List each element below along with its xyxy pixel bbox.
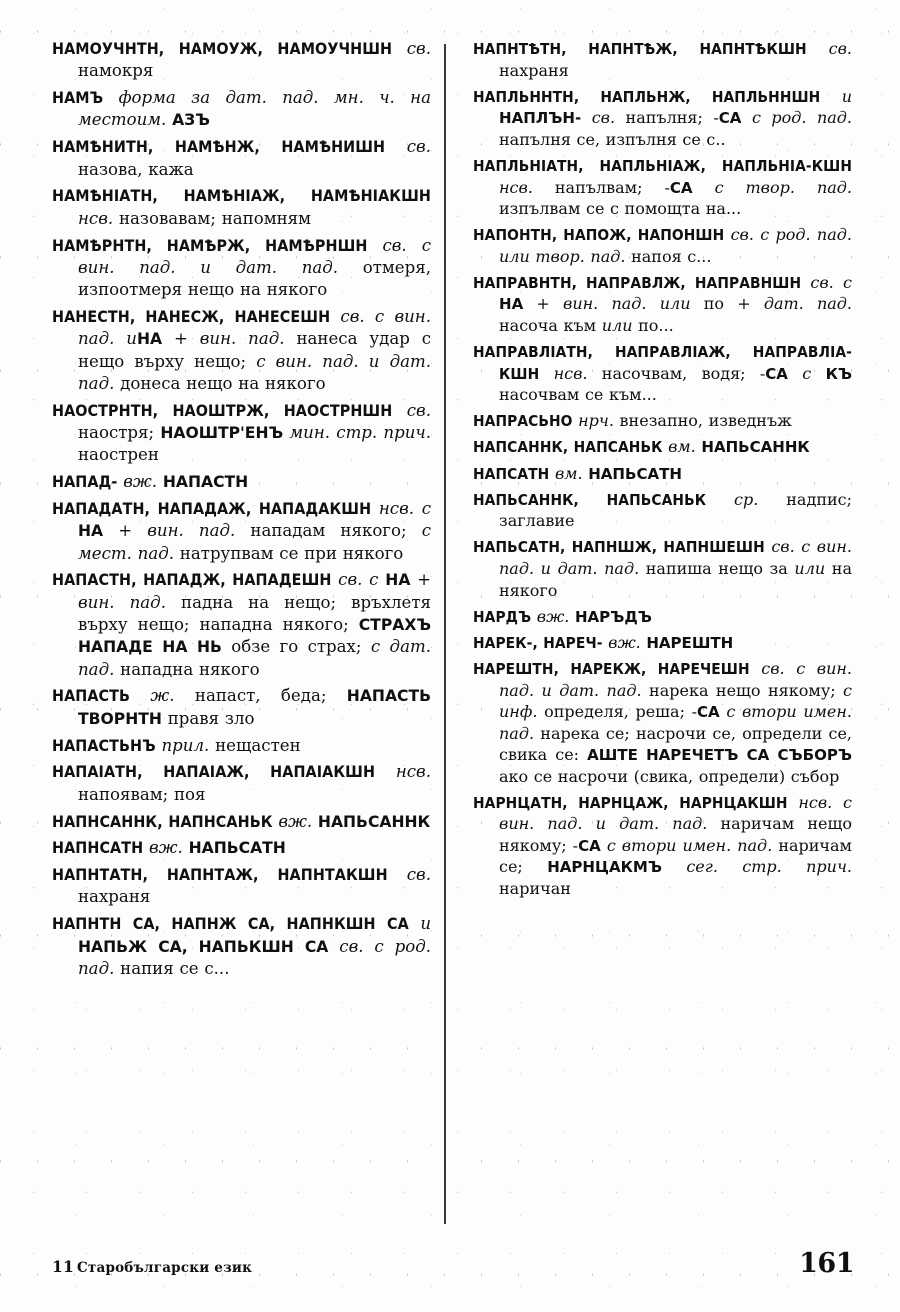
- entry-ocs-citation: НАПЬЖ СА, НАПЬКШН СА: [78, 937, 329, 956]
- dictionary-entry[interactable]: [473, 224, 852, 267]
- dictionary-entry[interactable]: [473, 155, 852, 220]
- entry-grammar-abbrev: с дат. пад.: [78, 637, 431, 679]
- entry-gloss-text: отмеря, изпоотмеря нещо на някого: [78, 257, 431, 300]
- entry-grammar-abbrev: вм.: [554, 463, 583, 483]
- entry-gloss-text: нападна някого: [114, 659, 260, 679]
- right-column: [445, 38, 852, 1213]
- entry-ocs-crossref: НАПАСТН: [162, 473, 249, 492]
- entry-grammar-abbrev: с втори имен. пад.: [499, 702, 852, 743]
- left-column: [52, 38, 445, 1213]
- signature-line: [52, 1257, 252, 1276]
- entry-gloss-text: ако се насрочи (свика, определи) събор: [499, 766, 840, 786]
- entry-grammar-abbrev: и: [420, 914, 431, 934]
- dictionary-entry[interactable]: [473, 792, 852, 900]
- entry-gloss-text: назова, кажа: [78, 159, 194, 179]
- entry-gloss-text: намокря: [78, 61, 154, 81]
- entry-grammar-abbrev: св. с вин. пад. и: [78, 306, 431, 349]
- entry-ocs-citation: СА: [697, 703, 720, 722]
- entry-gloss-text: насоча към: [499, 315, 602, 335]
- entry-headword: НАПАСТН, НАПАДЖ, НАПАДЕШН: [52, 570, 332, 590]
- entry-ocs-citation: КЪ: [825, 364, 852, 383]
- entry-ocs-citation: СА: [765, 364, 788, 383]
- entry-grammar-abbrev: вж.: [536, 606, 570, 626]
- dictionary-entry[interactable]: [52, 235, 431, 302]
- entry-grammar-abbrev: св.: [591, 108, 616, 128]
- entry-grammar-abbrev: нсв. с: [378, 498, 431, 518]
- entry-ocs-citation: СА: [718, 109, 742, 128]
- entry-gloss-text: [581, 108, 591, 127]
- entry-gloss-text: напълня се, изпълня се с..: [499, 129, 726, 149]
- entry-grammar-abbrev: прил.: [161, 735, 210, 755]
- entry-gloss-text: нападам някого;: [235, 521, 422, 541]
- entry-gloss-text: [693, 178, 715, 197]
- entry-gloss-text: напаст, беда;: [174, 686, 347, 706]
- entry-grammar-abbrev: нсв. с вин. пад. и дат. пад.: [499, 792, 852, 834]
- dictionary-entry[interactable]: [52, 569, 431, 681]
- entry-grammar-abbrev: св. с вин. пад. и дат. пад.: [499, 537, 852, 579]
- page-footer: [52, 1248, 854, 1282]
- entry-ocs-citation: НА: [136, 330, 163, 349]
- entry-grammar-abbrev: вж.: [149, 838, 183, 858]
- entry-headword: НАПАСТЬ: [52, 686, 131, 706]
- entry-grammar-abbrev: вин. пад. или: [563, 294, 691, 314]
- two-column-body: [52, 38, 852, 1213]
- entry-headword: НАПАСТЬНЪ: [52, 735, 156, 755]
- entry-headword: НАПНСАННК, НАПНСАНЬК: [52, 811, 273, 831]
- entry-headword: НАМѢРНТН, НАМѢРЖ, НАМѢРНШН: [52, 235, 368, 255]
- entry-grammar-abbrev: с втори имен. пад.: [606, 835, 773, 855]
- entry-ocs-citation: НАОШТР'ЕНЪ: [160, 424, 284, 442]
- entry-gloss-text: напълвам; -: [532, 177, 670, 197]
- entry-gloss-text: [811, 364, 825, 383]
- dictionary-entry[interactable]: [52, 400, 431, 467]
- entry-ocs-citation: НАПАСТЬ ТВОРНТН: [78, 687, 431, 728]
- entry-headword: НАРДЪ: [473, 607, 532, 626]
- entry-gloss-text: наричам нещо някому; -: [499, 814, 853, 855]
- entry-grammar-abbrev: вж.: [123, 472, 158, 492]
- entry-ocs-citation: НАПЛЪН-: [499, 109, 582, 128]
- dictionary-entry[interactable]: [52, 864, 431, 909]
- entry-grammar-abbrev: св. с род. пад.: [78, 936, 431, 978]
- entry-grammar-abbrev: нрч.: [578, 411, 614, 431]
- entry-gloss-text: напиша нещо за: [639, 559, 795, 579]
- entry-headword: НАПРАСЬНО: [473, 412, 573, 431]
- entry-gloss-text: +: [103, 521, 148, 541]
- entry-headword: НАРЕШТН, НАРЕКЖ, НАРЕЧЕШН: [473, 659, 750, 678]
- entry-gloss-text: по +: [690, 294, 764, 314]
- entry-grammar-abbrev: ср.: [734, 489, 759, 509]
- page-number: 161: [799, 1248, 854, 1279]
- entry-grammar-abbrev: ж.: [150, 686, 175, 706]
- entry-grammar-abbrev: вин. пад.: [78, 592, 166, 612]
- entry-gloss-text: нарека се; насрочи се, определи се, свика се:: [499, 723, 852, 765]
- entry-gloss-text: насочвам, водя; -: [587, 363, 766, 383]
- entry-gloss-text: назовавам; напомням: [118, 208, 312, 228]
- entry-ocs-crossref: НАПЬСАННК: [701, 438, 810, 457]
- entry-ocs-citation: АШТЕ НАРЕЧЕТЪ СА СЪБОРЪ: [587, 746, 852, 765]
- entry-ocs-citation: СА: [669, 178, 693, 197]
- entry-grammar-abbrev: с твор. пад.: [714, 177, 853, 197]
- entry-gloss-text: наостря;: [78, 423, 161, 442]
- dictionary-entry[interactable]: [473, 410, 852, 432]
- entry-headword: НАПНТАТН, НАПНТАЖ, НАПНТАКШН: [52, 865, 388, 885]
- entry-grammar-abbrev: нсв.: [553, 363, 588, 383]
- entry-headword: НАПНТН СА, НАПНЖ СА, НАПНКШН СА: [52, 914, 409, 934]
- entry-headword: НАПНСАТН: [52, 838, 144, 858]
- entry-grammar-abbrev: с вин. пад. и дат. пад.: [78, 351, 432, 393]
- entry-grammar-abbrev: с мест. пад.: [78, 521, 431, 563]
- entry-gloss-text: +: [162, 329, 200, 349]
- entry-grammar-abbrev: вм.: [668, 437, 696, 457]
- entry-grammar-abbrev: св. с вин. пад. и дат. пад.: [78, 235, 432, 277]
- entry-grammar-abbrev: св.: [828, 39, 852, 58]
- entry-ocs-citation: СА: [578, 836, 601, 855]
- dictionary-entry[interactable]: [473, 38, 852, 81]
- entry-grammar-abbrev: вж.: [278, 811, 313, 831]
- dictionary-entry[interactable]: [473, 606, 852, 628]
- dictionary-entry[interactable]: [52, 136, 431, 181]
- dictionary-entry[interactable]: [52, 837, 431, 859]
- entry-headword: НАПАДАТН, НАПАДАЖ, НАПАДАКШН: [52, 498, 372, 518]
- entry-headword: НАОСТРНТН, НАОШТРЖ, НАОСТРНШН: [52, 400, 393, 420]
- entry-gloss-text: наострен: [78, 445, 159, 465]
- entry-grammar-abbrev: с инф.: [499, 680, 853, 722]
- dictionary-entry[interactable]: [52, 306, 431, 395]
- entry-ocs-crossref: НАПЬСАТН: [188, 839, 286, 858]
- signature-number: 11: [52, 1257, 74, 1276]
- entry-headword: НАПЬСАТН, НАПНШЖ, НАПНШЕШН: [473, 538, 765, 557]
- entry-ocs-crossref: НАПЬСАТН: [588, 464, 682, 483]
- entry-ocs-citation: НА: [499, 295, 524, 314]
- entry-grammar-abbrev: и: [841, 86, 852, 106]
- dictionary-entry[interactable]: [473, 632, 852, 654]
- dictionary-entry[interactable]: [52, 913, 431, 980]
- entry-headword: НАНЕСТН, НАНЕСЖ, НАНЕСЕШН: [52, 306, 331, 326]
- entry-grammar-abbrev: мин. стр. прич.: [289, 423, 432, 442]
- dictionary-entry[interactable]: [52, 498, 431, 565]
- entry-headword: НАРНЦАТН, НАРНЦАЖ, НАРНЦАКШН: [473, 793, 788, 812]
- entry-gloss-text: нанеса удар с нещо върху нещо;: [78, 329, 432, 371]
- entry-gloss-text: на някого: [499, 559, 852, 600]
- entry-grammar-abbrev: вж.: [608, 632, 641, 652]
- dictionary-entry[interactable]: [473, 86, 852, 151]
- entry-gloss-text: нахраня: [499, 60, 569, 80]
- dictionary-entry[interactable]: [52, 87, 431, 132]
- entry-headword: НАПАІАТН, НАПАІАЖ, НАПАІАКШН: [52, 762, 376, 782]
- dictionary-entry[interactable]: [473, 536, 852, 601]
- entry-grammar-abbrev: нсв.: [499, 177, 533, 197]
- entry-gloss-text: нарека нещо някому;: [641, 680, 844, 700]
- entry-grammar-abbrev: вин. пад.: [199, 329, 285, 349]
- entry-headword: НАПОНТН, НАПОЖ, НАПОНШН: [473, 226, 725, 245]
- dictionary-entry[interactable]: [473, 341, 852, 406]
- entry-gloss-text: +: [523, 294, 564, 314]
- entry-grammar-abbrev: св. с вин. пад. и дат. пад.: [499, 658, 853, 700]
- entry-gloss-text: наричан: [499, 878, 571, 898]
- entry-gloss-text: напия се с...: [114, 958, 230, 978]
- entry-gloss-text: наричам се;: [499, 835, 852, 877]
- entry-ocs-citation: НА: [78, 522, 104, 541]
- dictionary-entry[interactable]: [52, 735, 431, 757]
- dictionary-entry[interactable]: [52, 471, 431, 493]
- dictionary-entry[interactable]: [52, 811, 431, 833]
- entry-gloss-text: +: [410, 570, 431, 590]
- dictionary-entry[interactable]: [52, 761, 431, 806]
- entry-gloss-text: изпълвам се с помощта на...: [499, 199, 742, 219]
- entry-headword: НАПРАВНТН, НАПРАВЛЖ, НАПРАВНШН: [473, 273, 802, 292]
- entry-gloss-text: [741, 108, 751, 127]
- entry-headword: НАПЛЬННТН, НАПЛЬНЖ, НАПЛЬННШН: [473, 87, 821, 106]
- entry-headword: НАМѢНИТН, НАМѢНЖ, НАМѢНИШН: [52, 137, 386, 157]
- entry-headword: НАПЬСАННК, НАПЬСАНЬК: [473, 490, 707, 509]
- entry-grammar-abbrev: св.: [406, 137, 431, 157]
- entry-grammar-abbrev: или: [601, 315, 633, 335]
- entry-headword: НАМѢНІАТН, НАМѢНІАЖ, НАМѢНІАКШН: [52, 186, 431, 206]
- entry-gloss-text: по...: [632, 315, 674, 335]
- entry-gloss-text: донеса нещо на някого: [114, 373, 326, 393]
- entry-gloss-text: напоявам; поя: [78, 784, 206, 804]
- entry-grammar-abbrev: с род. пад.: [751, 108, 853, 128]
- dictionary-entry[interactable]: [52, 685, 431, 730]
- entry-grammar-abbrev: св.: [406, 39, 431, 58]
- entry-gloss-text: правя зло: [161, 708, 255, 728]
- entry-grammar-abbrev: св.: [406, 400, 431, 420]
- entry-ocs-citation: НАРНЦАКМЪ: [547, 858, 662, 877]
- entry-headword: НАПСАННК, НАПСАНЬК: [473, 438, 663, 457]
- entry-gloss-text: определя, реша; -: [537, 702, 698, 722]
- entry-gloss-text: [328, 937, 339, 956]
- dictionary-entry[interactable]: [52, 38, 431, 83]
- entry-grammar-abbrev: или: [794, 559, 826, 579]
- entry-gloss-text: внезапно, изведнъж: [619, 411, 792, 431]
- entry-ocs-citation: СТРАХЪ НАПАДЕ НА НЬ: [78, 616, 431, 657]
- entry-headword: НАМОУЧНТН, НАМОУЖ, НАМОУЧНШН: [52, 39, 393, 58]
- entry-ocs-crossref: АЗЪ: [172, 111, 210, 130]
- entry-grammar-abbrev: вин. пад.: [147, 521, 236, 541]
- entry-gloss-text: падна на нещо; връхлетя върху нещо; нападна някого;: [78, 592, 431, 634]
- entry-grammar-abbrev: св.: [406, 865, 431, 885]
- dictionary-entry[interactable]: [473, 489, 852, 532]
- entry-headword: НАПЛЬНІАТН, НАПЛЬНІАЖ, НАПЛЬНІА-КШН: [473, 156, 852, 175]
- dictionary-entry[interactable]: [473, 463, 852, 485]
- dictionary-entry[interactable]: [52, 185, 431, 230]
- entry-grammar-abbrev: сег. стр. прич.: [686, 857, 853, 877]
- entry-gloss-text: напълня; -: [615, 108, 719, 128]
- entry-grammar-abbrev: св. с: [338, 570, 379, 590]
- entry-gloss-text: натрупвам се при някого: [174, 543, 404, 563]
- entry-gloss-text: [788, 364, 802, 383]
- dictionary-entry[interactable]: [473, 658, 852, 787]
- entry-gloss-text: надпис; заглавие: [499, 489, 852, 531]
- entry-grammar-abbrev: форма за дат. пад. мн. ч. на местоим.: [78, 88, 431, 130]
- entry-gloss-text: напоя с...: [631, 246, 712, 266]
- entry-headword: НАПАД-: [52, 472, 118, 492]
- entry-headword: НАПНТѢТН, НАПНТѢЖ, НАПНТѢКШН: [473, 40, 807, 58]
- entry-headword: НАПСАТН: [473, 464, 550, 483]
- dictionary-entry[interactable]: [473, 272, 852, 337]
- entry-grammar-abbrev: с: [802, 363, 812, 383]
- entry-gloss-text: насочвам се към...: [499, 385, 657, 405]
- entry-ocs-crossref: НАРЕШТН: [646, 633, 734, 652]
- entry-grammar-abbrev: дат. пад.: [763, 294, 853, 314]
- dictionary-entry[interactable]: [473, 436, 852, 458]
- entry-ocs-crossref: НАРЪДЪ: [574, 607, 652, 626]
- entry-gloss-text: нахраня: [78, 887, 151, 907]
- entry-ocs-citation: НА: [378, 571, 411, 590]
- entry-grammar-abbrev: св. с род. пад. или твор. пад.: [499, 225, 852, 266]
- entry-headword: НАРЕК-, НАРЕЧ-: [473, 633, 603, 652]
- entry-gloss-text: обзе го страх;: [221, 637, 371, 657]
- entry-ocs-crossref: НАПЬСАННК: [317, 812, 431, 831]
- entry-grammar-abbrev: нсв.: [78, 208, 114, 228]
- entry-gloss-text: [662, 857, 686, 876]
- entry-headword: НАМЪ: [52, 88, 104, 108]
- entry-gloss-text: нещастен: [215, 735, 301, 755]
- entry-grammar-abbrev: св. с: [810, 272, 852, 292]
- signature-title: Старобългарски език: [76, 1260, 253, 1276]
- entry-headword: НАПРАВЛІАТН, НАПРАВЛІАЖ, НАПРАВЛІА-КШН: [473, 342, 852, 383]
- entry-grammar-abbrev: нсв.: [395, 762, 431, 782]
